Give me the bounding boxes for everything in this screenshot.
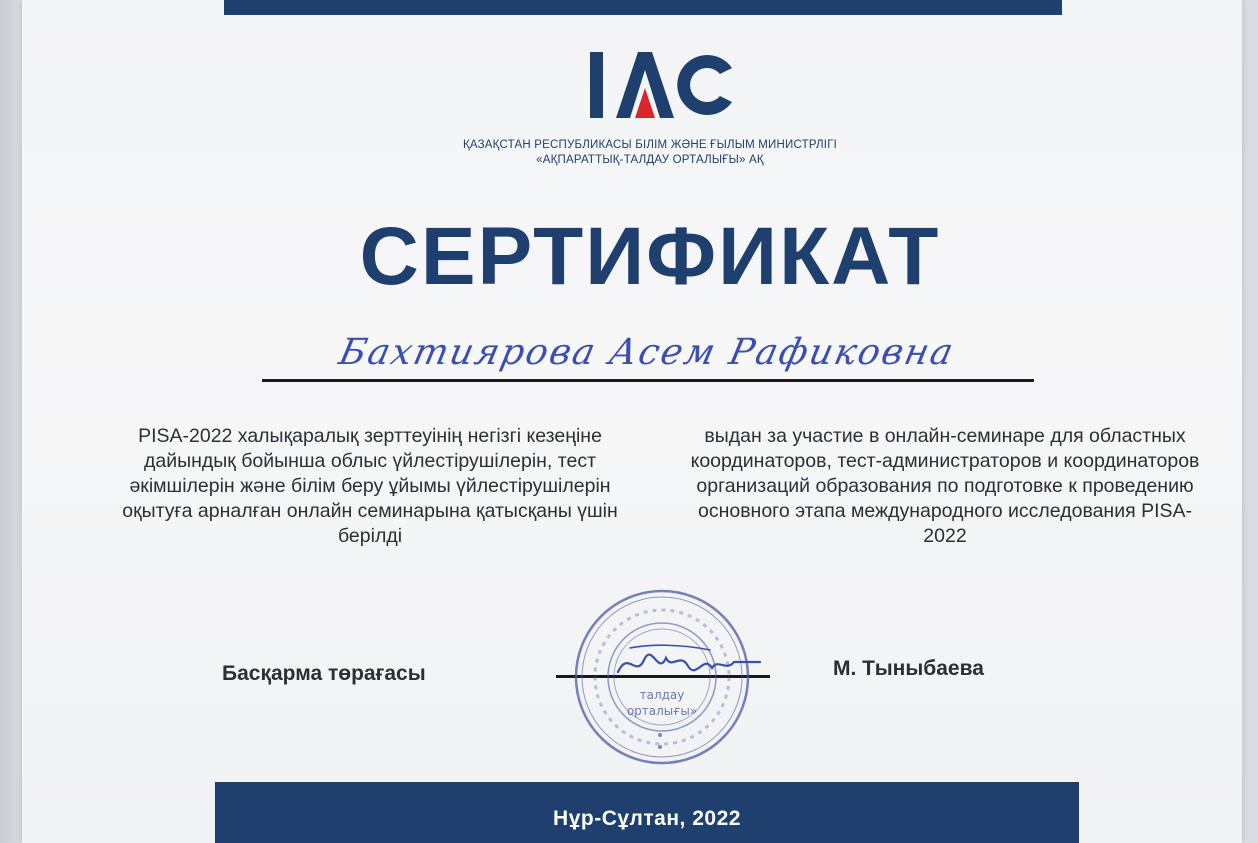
description-kazakh: PISA-2022 халықаралық зерттеуінің негізгі кезеңіне дайындық бойынша облыс үйлестірушілерін, тест әкімшілерін және білім беру ұйымы үйлестірушілерін оқытуға арналған онлайн семинарына қатысқаны үшін берілді [122,425,618,547]
signer-role: Басқарма төрағасы [222,662,426,685]
stamp-text-line-2: орталығы» [626,704,698,718]
place-and-year: Нұр-Сұлтан, 2022 [553,806,741,830]
bottom-band [215,782,1079,843]
signer-name: М. Тыныбаева [833,657,984,680]
handwritten-signature-icon [600,640,770,690]
recipient-name: Бахтиярова Асем Рафиковна [335,332,959,373]
org-line-2: «АҚПАРАТТЫҚ-ТАЛДАУ ОРТАЛЫҒЫ» АҚ [536,154,764,166]
description-russian: выдан за участие в онлайн-семинаре для областных координаторов, тест-администраторов и координаторов организаций образования по подготовке к проведению основного этапа международного исследования PISA-2022 [690,425,1200,547]
org-line-1: ҚАЗАҚСТАН РЕСПУБЛИКАСЫ БІЛІМ ЖӘНЕ ҒЫЛЫМ МИНИСТРЛІГІ [462,139,838,151]
name-underline [262,379,1034,382]
certificate-title: СЕРТИФИКАТ [359,211,941,302]
iac-logo [586,48,736,122]
top-band [224,0,1062,15]
stamp-text-line-1: талдау [639,688,685,702]
